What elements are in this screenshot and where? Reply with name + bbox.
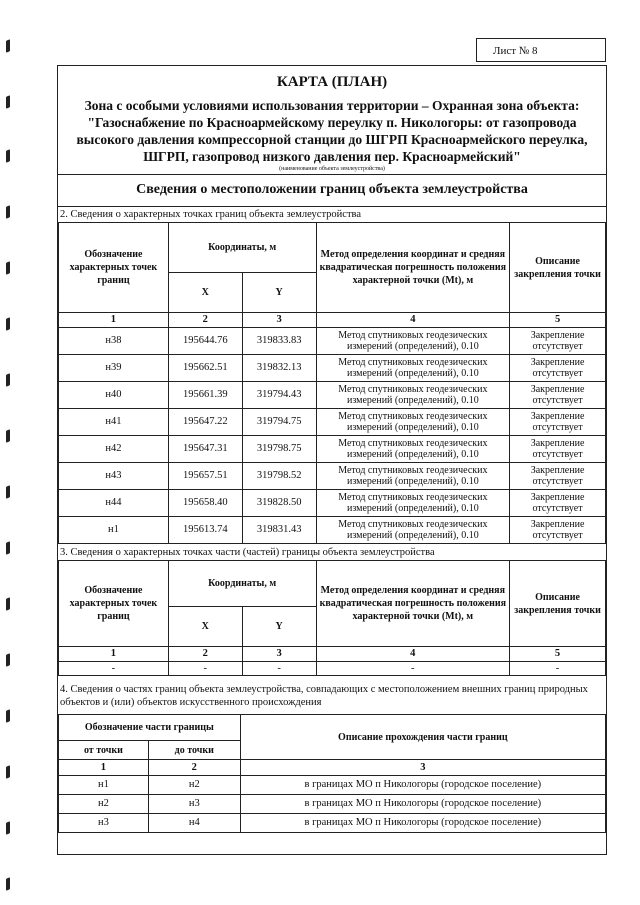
passage-cell: в границах МО п Никологоры (городское поселение) — [240, 795, 605, 814]
table-row — [59, 776, 606, 795]
empty-cell: - — [59, 662, 169, 676]
point-id: н39 — [59, 355, 169, 382]
coord-y: 319833.83 — [242, 328, 316, 355]
coord-x: 195657.51 — [168, 463, 242, 490]
header-designation: Обозначение характерных точек границ — [59, 561, 169, 647]
from-point: н1 — [59, 776, 149, 795]
index-cell: 2 — [168, 313, 242, 328]
coord-y: 319832.13 — [242, 355, 316, 382]
table-row — [59, 409, 606, 436]
table-row — [59, 517, 606, 544]
description-cell: Закрепление отсутствует — [510, 409, 606, 436]
index-cell: 1 — [59, 313, 169, 328]
method-cell: Метод спутниковых геодезических измерений (определений), 0.10 — [316, 328, 510, 355]
coord-x: 195613.74 — [168, 517, 242, 544]
description-cell: Закрепление отсутствует — [510, 328, 606, 355]
empty-cell: - — [510, 662, 606, 676]
header-x: X — [168, 607, 242, 647]
coord-y: 319794.43 — [242, 382, 316, 409]
coord-y: 319831.43 — [242, 517, 316, 544]
header-method: Метод определения координат и средняя квадратическая погрешность положения характерной точки (Mt), м — [316, 561, 510, 647]
index-cell: 4 — [316, 313, 510, 328]
table-row — [59, 328, 606, 355]
index-cell: 3 — [240, 760, 605, 776]
object-note: (наименование объекта землеустройства) — [279, 166, 385, 172]
method-cell: Метод спутниковых геодезических измерений (определений), 0.10 — [316, 490, 510, 517]
method-cell: Метод спутниковых геодезических измерений (определений), 0.10 — [316, 409, 510, 436]
divider — [58, 206, 606, 207]
index-cell: 3 — [242, 313, 316, 328]
to-point: н4 — [148, 814, 240, 833]
description-cell: Закрепление отсутствует — [510, 382, 606, 409]
coord-y: 319798.75 — [242, 436, 316, 463]
header-coords: Координаты, м — [168, 223, 316, 273]
point-id: н41 — [59, 409, 169, 436]
header-from: от точки — [59, 741, 149, 760]
header-description: Описание закрепления точки — [510, 223, 606, 313]
method-cell: Метод спутниковых геодезических измерений (определений), 0.10 — [316, 517, 510, 544]
header-designation: Обозначение характерных точек границ — [59, 223, 169, 313]
title-block — [58, 66, 606, 174]
coord-x: 195658.40 — [168, 490, 242, 517]
section2-table — [58, 222, 606, 544]
point-id: н38 — [59, 328, 169, 355]
point-id: н43 — [59, 463, 169, 490]
empty-cell: - — [168, 662, 242, 676]
table-row — [59, 490, 606, 517]
header-description: Описание закрепления точки — [510, 561, 606, 647]
header-passage: Описание прохождения части границ — [240, 715, 605, 760]
section3-caption: 3. Сведения о характерных точках части (частей) границы объекта землеустройства — [60, 547, 435, 558]
point-id: н44 — [59, 490, 169, 517]
index-cell: 5 — [510, 647, 606, 662]
table-row — [59, 382, 606, 409]
description-cell: Закрепление отсутствует — [510, 355, 606, 382]
table-row — [59, 355, 606, 382]
divider — [58, 174, 606, 175]
table-row — [59, 436, 606, 463]
coord-x: 195662.51 — [168, 355, 242, 382]
description-cell: Закрепление отсутствует — [510, 436, 606, 463]
from-point: н2 — [59, 795, 149, 814]
zone-title: Зона с особыми условиями использования территории – Охранная зона объекта: "Газоснабжение по Красноармейскому переулку п. Никологоры: от газопровода высокого давления компрессорной станции до ШГРП Красноармейского переулка, ШГРП, газопровод низкого давления пер. Красноармейский" — [76, 98, 588, 164]
sheet-number: Лист № 8 — [476, 38, 606, 62]
passage-cell: в границах МО п Никологоры (городское поселение) — [240, 814, 605, 833]
description-cell: Закрепление отсутствует — [510, 463, 606, 490]
table-row — [59, 814, 606, 833]
header-part: Обозначение части границы — [59, 715, 241, 741]
coord-y: 319798.52 — [242, 463, 316, 490]
header-y: Y — [242, 607, 316, 647]
table-row — [59, 662, 606, 676]
section4-table — [58, 714, 606, 833]
method-cell: Метод спутниковых геодезических измерений (определений), 0.10 — [316, 463, 510, 490]
method-cell: Метод спутниковых геодезических измерений (определений), 0.10 — [316, 382, 510, 409]
document-frame — [57, 65, 607, 855]
point-id: н1 — [59, 517, 169, 544]
header-coords: Координаты, м — [168, 561, 316, 607]
section2-caption: 2. Сведения о характерных точках границ объекта землеустройства — [60, 209, 362, 220]
coord-x: 195661.39 — [168, 382, 242, 409]
index-cell: 2 — [148, 760, 240, 776]
description-cell: Закрепление отсутствует — [510, 490, 606, 517]
coord-x: 195647.31 — [168, 436, 242, 463]
header-x: X — [168, 273, 242, 313]
empty-cell: - — [316, 662, 510, 676]
index-cell: 3 — [242, 647, 316, 662]
header-y: Y — [242, 273, 316, 313]
index-cell: 4 — [316, 647, 510, 662]
method-cell: Метод спутниковых геодезических измерений (определений), 0.10 — [316, 355, 510, 382]
point-id: н42 — [59, 436, 169, 463]
table-row — [59, 795, 606, 814]
map-title: КАРТА (ПЛАН) — [276, 74, 388, 90]
index-cell: 5 — [510, 313, 606, 328]
index-cell: 2 — [168, 647, 242, 662]
from-point: н3 — [59, 814, 149, 833]
point-id: н40 — [59, 382, 169, 409]
header-to: до точки — [148, 741, 240, 760]
description-cell: Закрепление отсутствует — [510, 517, 606, 544]
passage-cell: в границах МО п Никологоры (городское поселение) — [240, 776, 605, 795]
empty-cell: - — [242, 662, 316, 676]
index-cell: 1 — [59, 760, 149, 776]
method-cell: Метод спутниковых геодезических измерений (определений), 0.10 — [316, 436, 510, 463]
to-point: н3 — [148, 795, 240, 814]
section4-caption: 4. Сведения о частях границ объекта землеустройства, совпадающих с местоположением внешних границ природных объектов и (или) объектов искусственного происхождения — [60, 684, 588, 708]
coord-y: 319794.75 — [242, 409, 316, 436]
coord-y: 319828.50 — [242, 490, 316, 517]
coord-x: 195647.22 — [168, 409, 242, 436]
section3-table — [58, 560, 606, 676]
section-title: Сведения о местоположении границ объекта землеустройства — [136, 182, 528, 197]
to-point: н2 — [148, 776, 240, 795]
coord-x: 195644.76 — [168, 328, 242, 355]
table-row — [59, 463, 606, 490]
header-method: Метод определения координат и средняя квадратическая погрешность положения характерной точки (Mt), м — [316, 223, 510, 313]
index-cell: 1 — [59, 647, 169, 662]
